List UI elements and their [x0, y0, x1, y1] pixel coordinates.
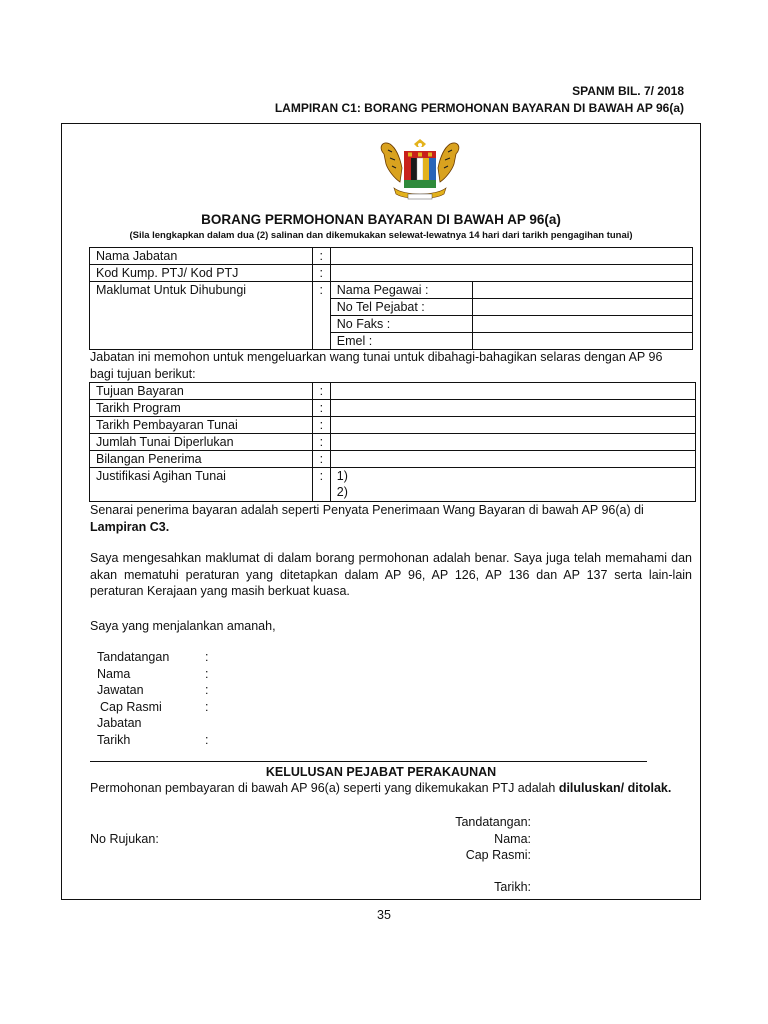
field-colon: :: [312, 417, 330, 434]
attachment-title: LAMPIRAN C1: BORANG PERMOHONAN BAYARAN DI BAWAH AP 96(a): [274, 101, 684, 115]
signature-row: [97, 715, 208, 732]
table-row: [90, 451, 696, 468]
cash-payment-date-field[interactable]: [330, 417, 695, 434]
signature-row: [97, 732, 208, 749]
declaration-text: Saya mengesahkan maklumat di dalam borang permohonan adalah benar. Saya juga telah memahami dan akan mematuhi peraturan yang ditetapkan dalam AP 96, AP 126, AP 136 dan AP 137 serta lain-lain peraturan Kerajaan yang masih berkuat kuasa.: [90, 551, 692, 598]
justification-item: 1): [336, 469, 348, 483]
recipient-list-note: [90, 502, 690, 535]
cash-amount-field[interactable]: [330, 434, 695, 451]
fax-field[interactable]: [472, 316, 692, 333]
contact-label: No Tel Pejabat :: [330, 299, 472, 316]
office-phone-field[interactable]: [472, 299, 692, 316]
table-row: [90, 282, 693, 299]
approval-decision: diluluskan/ ditolak.: [558, 781, 672, 795]
signature-row: [97, 682, 208, 699]
signature-label: Cap Rasmi: [100, 699, 162, 714]
justification-field[interactable]: [330, 468, 695, 502]
field-label: Nama Jabatan: [90, 248, 313, 265]
signature-row: [97, 666, 208, 683]
field-colon: :: [312, 468, 330, 502]
contact-label: No Faks :: [330, 316, 472, 333]
field-label: Kod Kump. PTJ/ Kod PTJ: [90, 265, 313, 282]
approval-title: KELULUSAN PEJABAT PERAKAUNAN: [265, 765, 497, 779]
table-row: [90, 265, 693, 282]
approval-date-label: Tarikh:: [494, 880, 531, 894]
signature-label: Tarikh: [97, 732, 131, 747]
ptj-code-field[interactable]: [330, 265, 692, 282]
field-colon: :: [312, 248, 330, 265]
payment-details-table: [89, 382, 696, 502]
approval-name-label: Nama:: [494, 832, 531, 846]
field-label: Jumlah Tunai Diperlukan: [90, 434, 313, 451]
field-colon: :: [312, 383, 330, 400]
note-text: Senarai penerima bayaran adalah seperti Penyata Penerimaan Wang Bayaran di bawah AP 96(a) di: [90, 503, 644, 517]
signature-colon: :: [205, 699, 209, 714]
signature-colon: [205, 715, 208, 732]
signature-row: [97, 699, 208, 716]
field-label: Bilangan Penerima: [90, 451, 313, 468]
document-reference: SPANM BIL. 7/ 2018: [572, 84, 684, 98]
department-info-table: [89, 247, 693, 350]
note-attachment: Lampiran C3.: [90, 519, 170, 534]
field-label: Tarikh Pembayaran Tunai: [90, 417, 313, 434]
field-colon: :: [312, 451, 330, 468]
department-name-field[interactable]: [330, 248, 692, 265]
signature-row: [97, 649, 208, 666]
field-label: Tarikh Program: [90, 400, 313, 417]
closing-text: Saya yang menjalankan amanah,: [90, 619, 276, 633]
table-row: [90, 468, 696, 502]
contact-label: Nama Pegawai :: [330, 282, 472, 299]
email-field[interactable]: [472, 333, 692, 350]
payment-purpose-field[interactable]: [330, 383, 695, 400]
justification-item: 2): [336, 485, 348, 499]
approval-signature-label: Tandatangan:: [455, 815, 531, 829]
signature-label: Nama: [97, 666, 131, 681]
approval-statement: Permohonan pembayaran di bawah AP 96(a) seperti yang dikemukakan PTJ adalah: [90, 781, 556, 795]
field-label: Maklumat Untuk Dihubungi: [90, 282, 313, 350]
table-row: [90, 400, 696, 417]
reference-label: No Rujukan:: [90, 832, 159, 846]
table-row: [90, 434, 696, 451]
field-label: Justifikasi Agihan Tunai: [90, 468, 313, 502]
field-label: Tujuan Bayaran: [90, 383, 313, 400]
section-divider: [90, 761, 647, 762]
signature-colon: :: [205, 732, 209, 747]
program-date-field[interactable]: [330, 400, 695, 417]
request-statement: Jabatan ini memohon untuk mengeluarkan wang tunai untuk dibahagi-bahagikan selaras dengan AP 96 bagi tujuan berikut:: [90, 350, 663, 381]
signature-colon: :: [205, 650, 209, 664]
recipient-count-field[interactable]: [330, 451, 695, 468]
field-colon: :: [312, 434, 330, 451]
field-colon: :: [312, 265, 330, 282]
form-subtitle: (Sila lengkapkan dalam dua (2) salinan dan dikemukakan selewat-lewatnya 14 hari dari tarikh pengagihan tunai): [129, 230, 633, 241]
form-title: BORANG PERMOHONAN BAYARAN DI BAWAH AP 96(a): [201, 212, 561, 227]
signature-label: Tandatangan: [97, 650, 170, 664]
table-row: [90, 248, 693, 265]
table-row: [90, 383, 696, 400]
approval-stamp-label: Cap Rasmi:: [465, 848, 531, 862]
signature-label: Jawatan: [97, 683, 144, 697]
coat-of-arms-logo: [374, 138, 466, 202]
contact-label: Emel :: [330, 333, 472, 350]
page-number: 35: [377, 908, 391, 922]
signature-block: [97, 649, 208, 748]
field-colon: :: [312, 282, 330, 350]
signature-colon: :: [205, 683, 209, 697]
approval-text: [90, 780, 692, 797]
signature-label: Jabatan: [97, 716, 142, 730]
signature-colon: :: [205, 666, 209, 681]
table-row: [90, 417, 696, 434]
officer-name-field[interactable]: [472, 282, 692, 299]
field-colon: :: [312, 400, 330, 417]
